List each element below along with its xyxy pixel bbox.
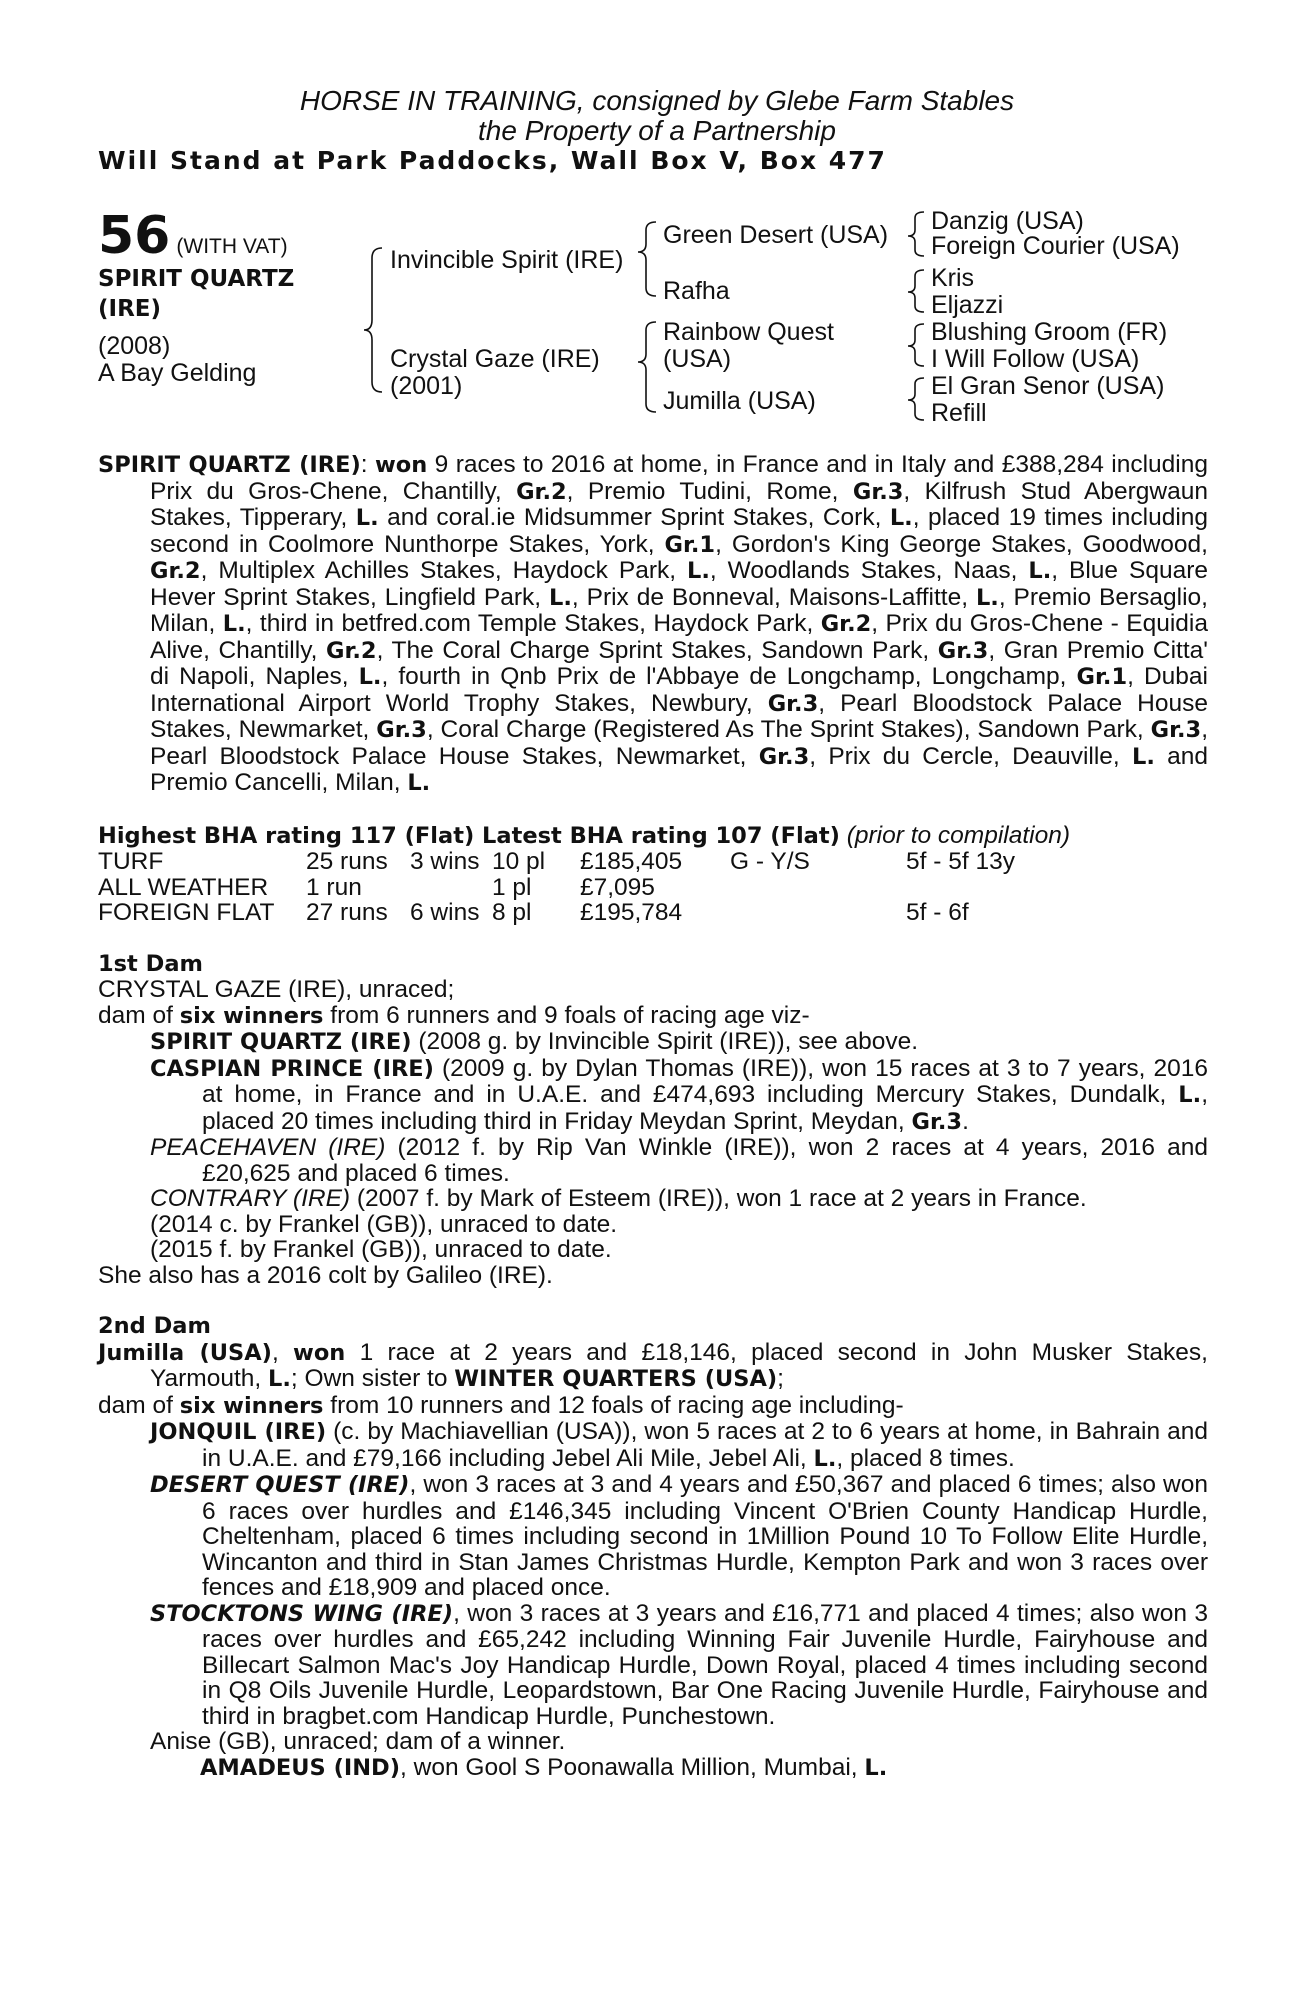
pedigree-ggs-3: Blushing Groom (FR) <box>931 318 1168 346</box>
racing-record-cell: 5f - 6f <box>906 899 969 926</box>
pedigree-ggs-2: Kris <box>931 264 975 292</box>
racing-record-cell <box>730 900 906 926</box>
second-dam-record: Jumilla (USA), won 1 race at 2 years and £18,146, placed second in John Musker Stakes, Yarmouth, L.; Own sister to WINTER QUARTERS (USA); <box>98 1338 1208 1392</box>
racing-record-cell: 5f - 5f 13y <box>906 848 1015 875</box>
racing-record-row <box>98 900 1208 926</box>
produce-entry: (2015 f. by Frankel (GB)), unraced to date. <box>150 1236 612 1263</box>
pedigree-sire-sire: Green Desert (USA) <box>663 221 889 249</box>
racing-record-table <box>98 849 1208 926</box>
pedigree-dam-line2: (2001) <box>390 372 463 400</box>
horse-name <box>98 264 358 324</box>
pedigree-ggd-2: Eljazzi <box>931 291 1004 319</box>
racing-record-cell: £195,784 <box>580 899 683 926</box>
bracket-gen3-3 <box>908 324 924 366</box>
pedigree-ggd-3: I Will Follow (USA) <box>931 345 1140 373</box>
bracket-gen2-top <box>638 222 656 296</box>
racing-record-row <box>98 849 1208 875</box>
pedigree-dam-dam: Jumilla (USA) <box>663 387 816 415</box>
stand-location: Will Stand at Park Paddocks, Wall Box V, Box 477 <box>98 146 887 175</box>
racing-record-cell: £7,095 <box>580 873 655 901</box>
second-dam-produce-summary: dam of six winners from 10 runners and 12 foals of racing age including- <box>98 1391 904 1419</box>
pedigree-ggs-1: Danzig (USA) <box>931 207 1084 235</box>
lot-number-value: 56 <box>98 206 171 266</box>
racing-record-cell: 27 runs <box>306 899 388 926</box>
property-line: the Property of a Partnership <box>478 115 836 146</box>
first-dam-produce-summary: dam of six winners from 6 runners and 9 foals of racing age viz- <box>98 1001 810 1029</box>
pedigree-sire: Invincible Spirit (IRE) <box>390 246 624 274</box>
racing-record-cell: 1 run <box>306 873 362 901</box>
race-record-won: won <box>374 452 428 478</box>
pedigree-dam-sire-line2: (USA) <box>663 345 732 373</box>
first-dam-heading: 1st Dam <box>98 950 203 977</box>
produce-entry: CASPIAN PRINCE (IRE) (2009 g. by Dylan Thomas (IRE)), won 15 races at 3 to 7 years, 2016 at home, in France and in U.A.E. and £474,693 including Mercury Stakes, Dundalk, L., placed 20 times including third in Friday Meydan Sprint, Meydan, Gr.3. <box>150 1054 1208 1135</box>
racing-record-cell: £185,405 <box>580 848 683 875</box>
racing-record-cell <box>730 875 906 901</box>
foaling-year: (2008) <box>98 332 171 360</box>
racing-record-cell <box>906 875 1066 901</box>
second-dam-heading: 2nd Dam <box>98 1313 211 1339</box>
bracket-gen3-4 <box>908 378 924 420</box>
lot-number <box>98 206 288 266</box>
bracket-gen3-1 <box>908 212 924 256</box>
racing-record-cell: TURF <box>98 848 164 875</box>
racing-record-row <box>98 875 1208 901</box>
racing-record-cell: 3 wins <box>410 848 480 875</box>
consignor-line: HORSE IN TRAINING, consigned by Glebe Farm Stables <box>299 85 1015 116</box>
racing-record-cell: G - Y/S <box>730 848 810 875</box>
pedigree-ggd-1: Foreign Courier (USA) <box>931 232 1180 260</box>
produce-entry: JONQUIL (IRE) (c. by Machiavellian (USA)), won 5 races at 2 to 6 years at home, in Bahrain and in U.A.E. and £79,166 including Jebel Ali Mile, Jebel Ali, L., placed 8 times. <box>150 1418 1209 1472</box>
bracket-gen3-2 <box>908 270 924 312</box>
pedigree-sire-dam: Rafha <box>663 277 730 305</box>
produce-entry: STOCKTONS WING (IRE), won 3 races at 3 years and £16,771 and placed 4 times; also won 3 races over hurdles and £65,242 including Winning Fair Juvenile Hurdle, Fairyhouse and Billecart Salmon Mac's Joy Handicap Hurdle, Down Royal, placed 4 times including second in Q8 Oils Juvenile Hurdle, Leopardstown, Bar One Racing Juvenile Hurdle, Fairyhouse and third in bragbet.com Handicap Hurdle, Punchestown. <box>150 1599 1208 1730</box>
bha-rating-note: (prior to compilation) <box>846 821 1071 849</box>
pedigree-dam-sire-line1: Rainbow Quest <box>663 318 834 346</box>
racing-record-cell <box>410 875 492 901</box>
produce-entry: SPIRIT QUARTZ (IRE) (2008 g. by Invincible Spirit (IRE)), see above. <box>150 1028 919 1055</box>
horse-name-line2: (IRE) <box>98 296 162 322</box>
racing-record-cell: 1 pl <box>492 873 532 901</box>
horse-description: A Bay Gelding <box>98 359 257 387</box>
produce-entry: (2014 c. by Frankel (GB)), unraced to date. <box>150 1210 618 1238</box>
racing-record-cell: ALL WEATHER <box>98 873 269 901</box>
race-record-horse: SPIRIT QUARTZ (IRE) <box>98 452 361 478</box>
horse-name-line1: SPIRIT QUARTZ <box>98 266 295 292</box>
racing-record-cell: 8 pl <box>492 899 532 926</box>
produce-entry: Anise (GB), unraced; dam of a winner. <box>150 1728 566 1755</box>
bracket-gen1 <box>364 248 382 392</box>
pedigree-dam-line1: Crystal Gaze (IRE) <box>390 345 600 373</box>
pedigree-ggs-4: El Gran Senor (USA) <box>931 372 1165 400</box>
first-dam-note: She also has a 2016 colt by Galileo (IRE). <box>98 1261 553 1289</box>
vat-note: (WITH VAT) <box>176 235 288 258</box>
racing-record-cell: FOREIGN FLAT <box>98 899 275 926</box>
race-record: SPIRIT QUARTZ (IRE): won 9 races to 2016 at home, in France and in Italy and £388,284 including Prix du Gros-Chene, Chantilly, Gr.2, Premio Tudini, Rome, Gr.3, Kilfrush Stud Abergwaun Stakes, Tipperary, L. and coral.ie Midsummer Sprint Stakes, Cork, L., placed 19 times including second in Coolmore Nunthorpe Stakes, York, Gr.1, Gordon's King George Stakes, Goodwood, Gr.2, Multiplex Achilles Stakes, Haydock Park, L., Woodlands Stakes, Naas, L., Blue Square Hever Sprint Stakes, Lingfield Park, L., Prix de Bonneval, Maisons-Laffitte, L., Premio Bersaglio, Milan, L., third in betfred.com Temple Stakes, Haydock Park, Gr.2, Prix du Gros-Chene - Equidia Alive, Chantilly, Gr.2, The Coral Charge Sprint Stakes, Sandown Park, Gr.3, Gran Premio Citta' di Napoli, Naples, L., fourth in Qnb Prix de l'Abbaye de Longchamp, Longchamp, Gr.1, Dubai International Airport World Trophy Stakes, Newbury, Gr.3, Pearl Bloodstock Palace House Stakes, Newmarket, Gr.3, Coral Charge (Registered As The Sprint Stakes), Sandown Park, Gr.3, Pearl Bloodstock Palace House Stakes, Newmarket, Gr.3, Prix du Cercle, Deauville, L. and Premio Cancelli, Milan, L. <box>98 451 1209 796</box>
first-dam-name: CRYSTAL GAZE (IRE), unraced; <box>98 976 455 1003</box>
catalogue-body <box>98 452 1208 1781</box>
racing-record-cell: 25 runs <box>306 848 388 875</box>
racing-record-cell: 10 pl <box>492 848 546 875</box>
produce-entry: PEACEHAVEN (IRE) (2012 f. by Rip Van Winkle (IRE)), won 2 races at 4 years, 2016 and £20,625 and placed 6 times. <box>150 1134 1208 1187</box>
bha-rating-values: Highest BHA rating 117 (Flat) Latest BHA rating 107 (Flat) <box>98 822 840 849</box>
pedigree-ggd-4: Refill <box>931 399 987 427</box>
bracket-gen2-bottom <box>638 322 656 412</box>
produce-entry: DESERT QUEST (IRE), won 3 races at 3 and 4 years and £50,367 and placed 6 times; also won 6 races over hurdles and £146,345 including Vincent O'Brien County Handicap Hurdle, Cheltenham, placed 6 times including second in 1Million Pound 10 To Follow Elite Hurdle, Wincanton and third in Stan James Christmas Hurdle, Kempton Park and won 3 races over fences and £18,909 and placed once. <box>150 1471 1208 1601</box>
produce-entry: CONTRARY (IRE) (2007 f. by Mark of Esteem (IRE)), won 1 race at 2 years in France. <box>150 1185 1087 1212</box>
bha-rating <box>98 823 1208 850</box>
racing-record-cell: 6 wins <box>410 899 480 926</box>
produce-entry: AMADEUS (IND), won Gool S Poonawalla Million, Mumbai, L. <box>200 1753 888 1781</box>
